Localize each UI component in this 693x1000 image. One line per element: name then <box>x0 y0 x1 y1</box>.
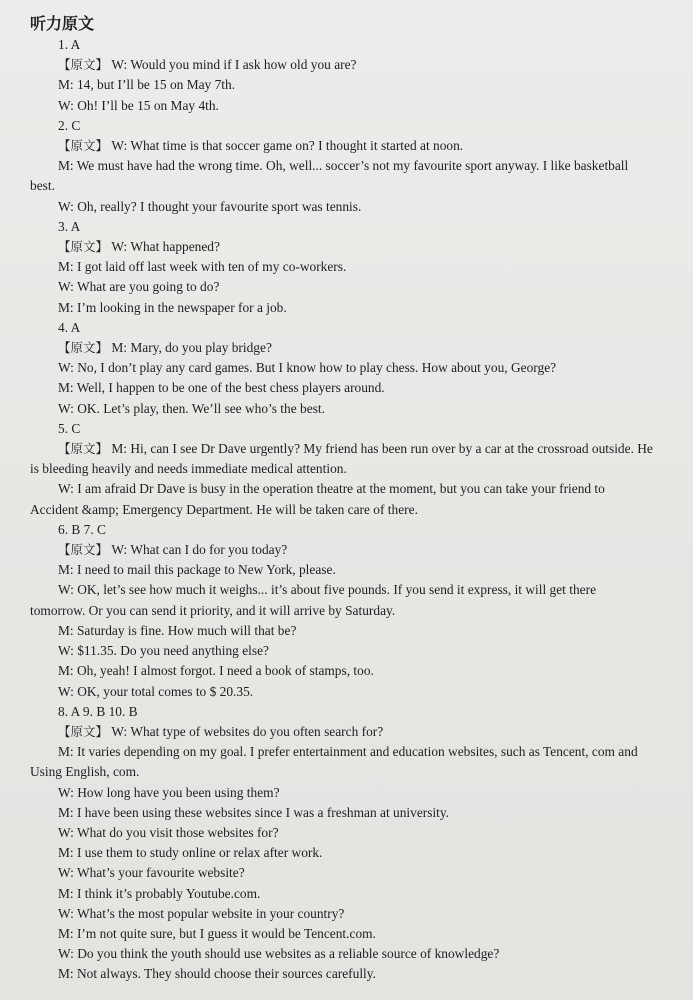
dialogue-line: W: What do you visit those websites for? <box>58 824 279 840</box>
transcript-start-line <box>30 55 653 75</box>
answer-key: 3. A <box>58 218 81 234</box>
dialogue-line: M: I have been using these websites since I was a freshman at university. <box>58 804 450 820</box>
transcript-tag: 【原文】 <box>58 138 109 154</box>
dialogue-text: W: Would you mind if I ask how old you are? <box>108 57 357 73</box>
transcript-start-line <box>30 722 653 742</box>
transcript-tag: 【原文】 <box>58 542 109 558</box>
dialogue-line: M: Saturday is fine. How much will that be? <box>58 622 297 638</box>
answer-key: 4. A <box>58 319 81 335</box>
dialogue-line: W: No, I don’t play any card games. But I know how to play chess. How about you, George? <box>58 360 557 376</box>
transcript-body <box>30 35 653 985</box>
dialogue-line: M: I use them to study online or relax after work. <box>58 845 323 861</box>
dialogue-line: M: We must have had the wrong time. Oh, well... soccer’s not my favourite sport anyway. I like basketball best. <box>30 158 629 194</box>
dialogue-line: W: Do you think the youth should use websites as a reliable source of knowledge? <box>58 946 500 962</box>
answer-key: 6. B 7. C <box>58 521 106 537</box>
answer-key: 5. C <box>58 420 81 436</box>
dialogue-line: M: Oh, yeah! I almost forgot. I need a book of stamps, too. <box>58 663 374 679</box>
page-title: 听力原文 <box>30 14 95 33</box>
dialogue-line: M: Not always. They should choose their sources carefully. <box>58 966 376 982</box>
dialogue-text: W: What happened? <box>108 239 220 255</box>
dialogue-text: W: What can I do for you today? <box>108 542 288 558</box>
dialogue-text: W: What time is that soccer game on? I thought it started at noon. <box>108 138 464 154</box>
dialogue-line: W: What’s the most popular website in your country? <box>58 905 345 921</box>
dialogue-line: W: $11.35. Do you need anything else? <box>58 643 269 659</box>
transcript-tag: 【原文】 <box>58 340 109 356</box>
answer-key: 8. A 9. B 10. B <box>58 703 138 719</box>
transcript-tag: 【原文】 <box>58 239 109 255</box>
dialogue-line: M: I’m not quite sure, but I guess it would be Tencent.com. <box>58 925 376 941</box>
dialogue-text: W: What type of websites do you often search for? <box>108 723 384 739</box>
dialogue-line: M: I got laid off last week with ten of my co-workers. <box>58 259 347 275</box>
transcript-start-line <box>30 439 653 479</box>
dialogue-line: M: I’m looking in the newspaper for a job. <box>58 299 287 315</box>
transcript-start-line <box>30 136 653 156</box>
dialogue-line: W: What are you going to do? <box>58 279 220 295</box>
transcript-tag: 【原文】 <box>58 723 109 739</box>
dialogue-line: W: Oh! I’ll be 15 on May 4th. <box>58 97 219 113</box>
dialogue-line: M: Well, I happen to be one of the best chess players around. <box>58 380 385 396</box>
dialogue-line: M: I need to mail this package to New York, please. <box>58 562 336 578</box>
answer-key: 2. C <box>58 117 81 133</box>
dialogue-text: M: Hi, can I see Dr Dave urgently? My friend has been run over by a car at the crossroad outside. He is bleeding heavily and needs immediate medical attention. <box>30 441 653 477</box>
dialogue-line: W: OK, your total comes to $ 20.35. <box>58 683 254 699</box>
dialogue-line: W: What’s your favourite website? <box>58 865 245 881</box>
dialogue-line: W: Oh, really? I thought your favourite sport was tennis. <box>58 198 362 214</box>
dialogue-line: W: How long have you been using them? <box>58 784 280 800</box>
dialogue-line: M: It varies depending on my goal. I prefer entertainment and education websites, such as Tencent, com and Using English, com. <box>30 744 638 780</box>
transcript-tag: 【原文】 <box>58 441 109 457</box>
transcript-start-line <box>30 237 653 257</box>
transcript-start-line <box>30 540 653 560</box>
transcript-tag: 【原文】 <box>58 57 109 73</box>
dialogue-line: W: OK, let’s see how much it weighs... it’s about five pounds. If you send it express, it will get there tomorrow. Or you can send it priority, and it will arrive by Saturday. <box>30 582 597 618</box>
dialogue-line: W: OK. Let’s play, then. We’ll see who’s the best. <box>58 400 325 416</box>
dialogue-line: W: I am afraid Dr Dave is busy in the operation theatre at the moment, but you can take your friend to Accident &amp; Emergency Department. He will be taken care of there. <box>30 481 605 517</box>
dialogue-line: M: 14, but I’ll be 15 on May 7th. <box>58 77 236 93</box>
transcript-start-line <box>30 338 653 358</box>
dialogue-line: M: I think it’s probably Youtube.com. <box>58 885 261 901</box>
dialogue-text: M: Mary, do you play bridge? <box>108 340 272 356</box>
answer-key: 1. A <box>58 37 81 52</box>
